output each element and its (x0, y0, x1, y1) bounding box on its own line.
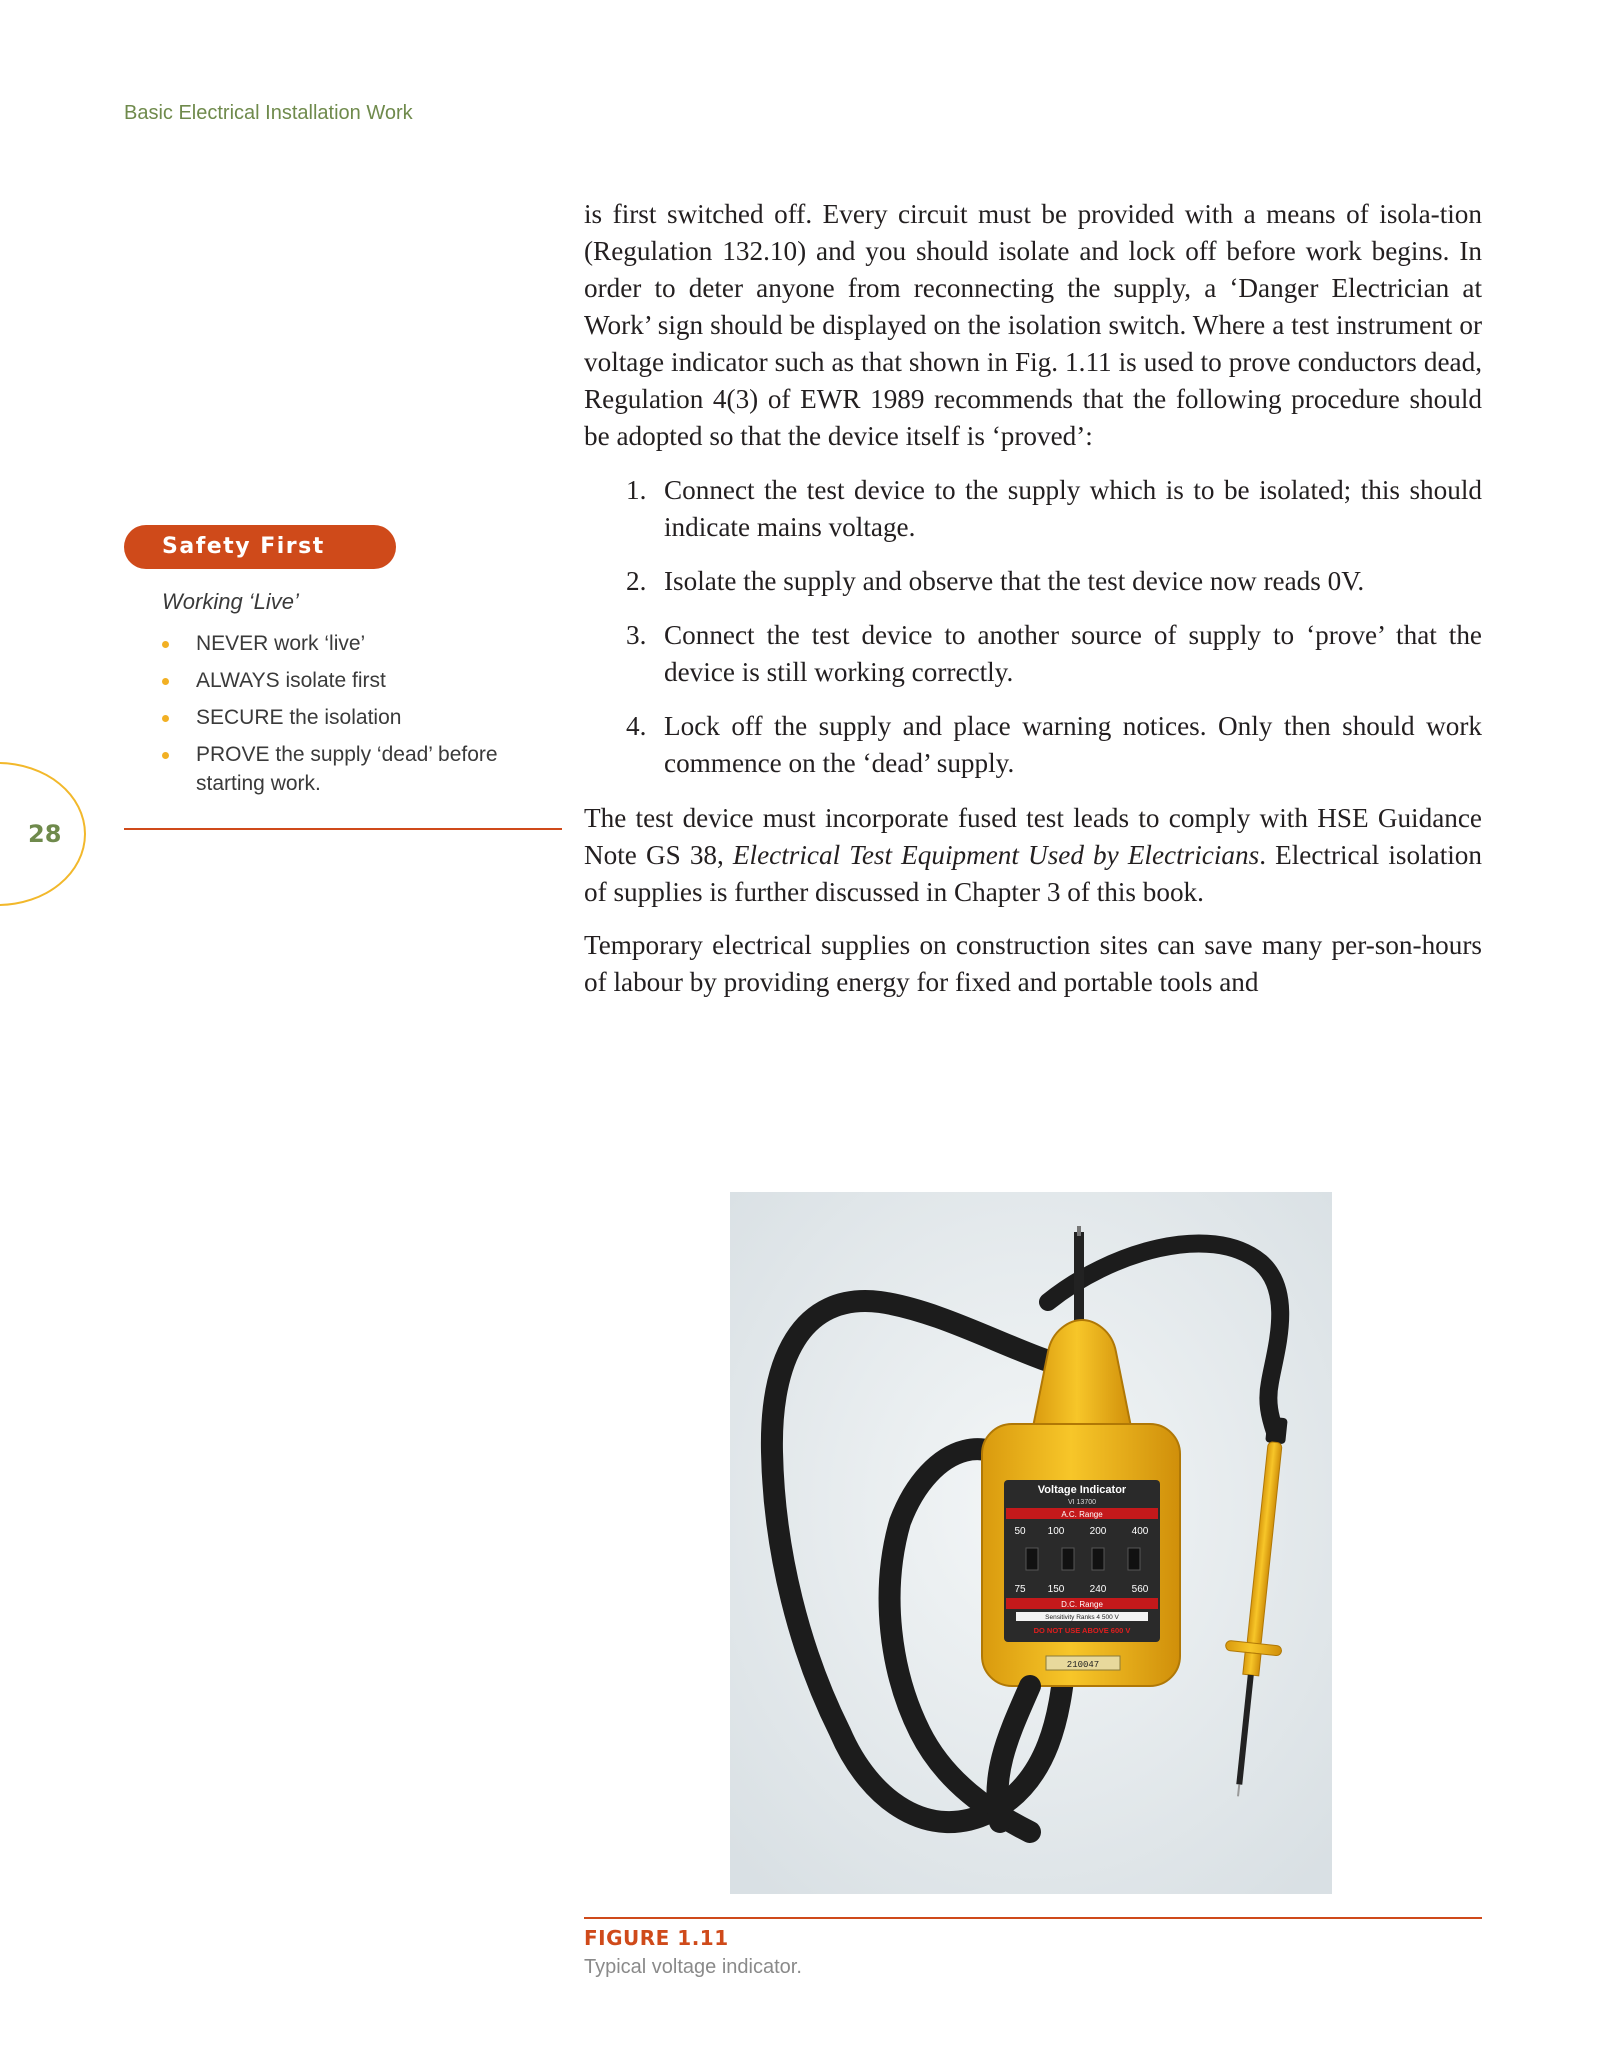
page-number: 28 (28, 820, 62, 848)
dc-value-label: 240 (1089, 1584, 1107, 1595)
procedure-step (584, 563, 1482, 600)
bullet-icon (162, 641, 169, 648)
ac-value-label: 400 (1131, 1526, 1149, 1537)
safety-item-text: SECURE the isolation (196, 706, 402, 729)
safety-list-item (162, 629, 562, 658)
safety-first-subheading: Working ‘Live’ (162, 589, 299, 614)
safety-first-list (162, 629, 562, 798)
dc-value-label: 150 (1047, 1584, 1065, 1595)
bullet-icon (162, 752, 169, 759)
temporary-supplies-paragraph: Temporary electrical supplies on construction sites can save many per-son-hours of labour by providing energy for fixed and portable tools and (584, 930, 1482, 997)
paragraph-text: . Electrical isolation of supplies is further discussed in Chapter 3 of this book. (584, 840, 1482, 907)
warning-label: DO NOT USE ABOVE 600 V (1033, 1626, 1131, 1635)
safety-item-text: ALWAYS isolate first (196, 669, 386, 692)
ac-value-label: 50 (1014, 1526, 1026, 1537)
dc-value-label: 75 (1014, 1584, 1026, 1595)
bullet-icon (162, 678, 169, 685)
procedure-list (584, 472, 1482, 782)
caption-divider (584, 1917, 1482, 1919)
test-leads-paragraph (584, 800, 1482, 911)
ac-value-label: 100 (1047, 1526, 1065, 1537)
step-number: 1. (626, 475, 647, 505)
ac-range-label: A.C. Range (1061, 1510, 1103, 1519)
procedure-step (584, 617, 1482, 691)
step-number: 3. (626, 620, 647, 650)
running-head: Basic Electrical Installation Work (124, 102, 413, 124)
serial-number-label: 210047 (1066, 1660, 1100, 1670)
safety-list-item (162, 740, 562, 798)
figure-voltage-indicator-photo (730, 1192, 1332, 1894)
device-title-label: Voltage Indicator (1037, 1484, 1127, 1496)
main-text-column (584, 196, 1482, 1017)
safety-item-text: PROVE the supply ‘dead’ before starting work. (196, 743, 498, 795)
intro-paragraph: is first switched off. Every circuit must be provided with a means of isola-tion (Regulation 132.10) and you should isolate and lock off before work begins. In order to deter anyone from reconnecting the supply, a ‘Danger Electrician at Work’ sign should be displayed on the isolation switch. Where a test instrument or voltage indicator such as that shown in Fig. 1.11 is used to prove conductors dead, Regulation 4(3) of EWR 1989 recommends that the following procedure should be adopted so that the device itself is ‘proved’: (584, 199, 1482, 451)
led-indicator (1128, 1548, 1140, 1570)
voltage-indicator-illustration (730, 1192, 1332, 1894)
led-indicator (1026, 1548, 1038, 1570)
paragraph-text: The test device must incorporate fused test leads to comply with HSE Guidance Note GS 38, (584, 803, 1482, 870)
step-number: 2. (626, 566, 647, 596)
safety-list-item (162, 703, 562, 732)
procedure-step (584, 708, 1482, 782)
figure-caption: Typical voltage indicator. (584, 1956, 802, 1978)
sensitivity-label: Sensitivity Ranks 4 500 V (1045, 1614, 1119, 1621)
safety-list-item (162, 666, 562, 695)
document-title-italic: Electrical Test Equipment Used by Electricians (732, 840, 1260, 870)
led-indicator (1092, 1548, 1104, 1570)
safety-first-sidebar (124, 525, 562, 806)
step-text: Lock off the supply and place warning notices. Only then should work commence on the ‘dead’ supply. (664, 711, 1482, 778)
dc-range-label: D.C. Range (1061, 1600, 1103, 1609)
led-indicator (1062, 1548, 1074, 1570)
figure-label: FIGURE 1.11 (584, 1926, 729, 1950)
sidebar-divider (124, 828, 562, 830)
step-text: Connect the test device to the supply which is to be isolated; this should indicate mains voltage. (664, 475, 1482, 542)
dc-value-label: 560 (1131, 1584, 1149, 1595)
step-number: 4. (626, 711, 647, 741)
step-text: Isolate the supply and observe that the test device now reads 0V. (664, 566, 1365, 596)
step-text: Connect the test device to another source of supply to ‘prove’ that the device is still working correctly. (664, 620, 1482, 687)
bullet-icon (162, 715, 169, 722)
procedure-step (584, 472, 1482, 546)
safety-first-heading: Safety First (124, 525, 396, 569)
device-model-label: VI 13700 (1067, 1499, 1097, 1506)
ac-value-label: 200 (1089, 1526, 1107, 1537)
safety-item-text: NEVER work ‘live’ (196, 632, 366, 655)
